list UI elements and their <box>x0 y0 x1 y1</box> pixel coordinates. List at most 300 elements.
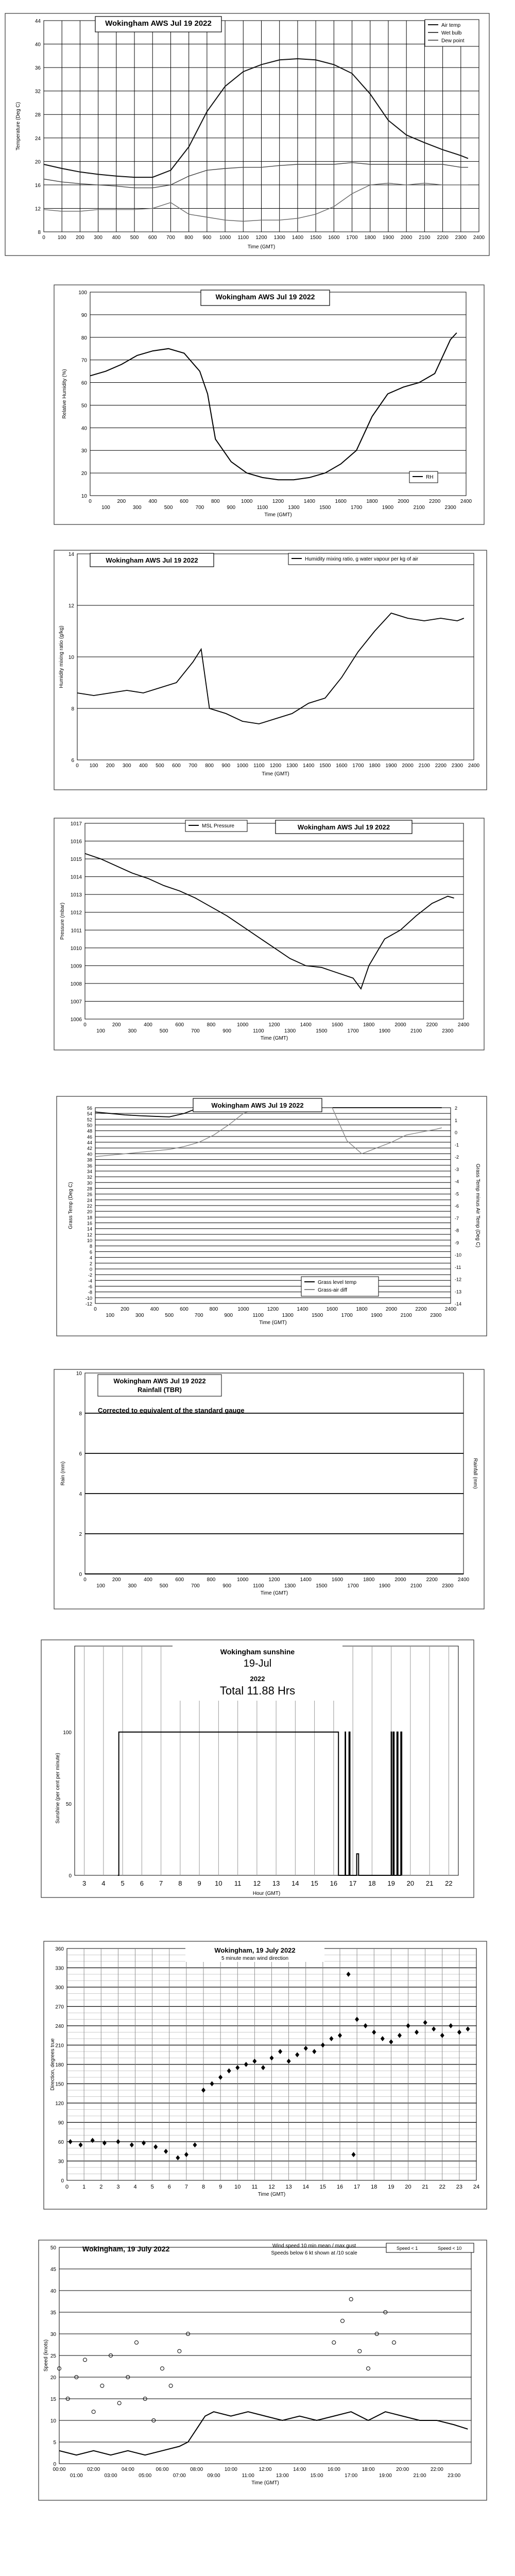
x-tick-label: 3 <box>116 2184 120 2190</box>
y-tick-label: 16 <box>87 1221 92 1226</box>
x-tick-label: 05:00 <box>139 2473 152 2479</box>
x-tick-label: 1200 <box>268 1577 280 1583</box>
x-tick-label: 700 <box>188 763 197 769</box>
x-tick-label: 16:00 <box>327 2467 340 2472</box>
y-tick-label: 180 <box>55 2062 64 2068</box>
x-tick-label: 2000 <box>385 1307 398 1312</box>
x-axis-label: Time (GMT) <box>260 1590 288 1596</box>
y-tick-label: 32 <box>87 1175 92 1180</box>
x-tick-label: 3 <box>82 1879 87 1887</box>
x-tick-label: 1 <box>82 2184 86 2190</box>
x-tick-label: 500 <box>159 1583 168 1589</box>
y-axis-label: Grass Temp (Deg C) <box>68 1182 74 1229</box>
y-tick-label: 42 <box>87 1146 92 1151</box>
right-tick-label: -6 <box>455 1204 459 1209</box>
x-tick-label: 8 <box>201 2184 205 2190</box>
x-tick-label: 1600 <box>326 1307 338 1312</box>
x-tick-label: 800 <box>205 763 214 769</box>
y-tick-label: 14 <box>68 552 74 557</box>
y-tick-label: 1012 <box>70 910 82 916</box>
x-tick-label: 500 <box>130 235 139 241</box>
x-tick-label: 0 <box>83 1577 87 1583</box>
legend-label: Speed < 10 <box>438 2246 462 2251</box>
x-tick-label: 10 <box>234 2184 241 2190</box>
x-tick-label: 300 <box>128 1028 137 1034</box>
y-tick-label: 150 <box>55 2081 64 2088</box>
y-tick-label: 300 <box>55 1985 64 1991</box>
x-tick-label: 600 <box>180 1307 188 1312</box>
right-tick-label: -9 <box>455 1240 459 1246</box>
x-tick-label: 100 <box>96 1583 105 1589</box>
y-tick-label: 1017 <box>70 821 82 827</box>
y-tick-label: 6 <box>79 1451 82 1457</box>
x-tick-label: 300 <box>135 1313 144 1318</box>
y-tick-label: 32 <box>35 89 41 95</box>
x-tick-label: 700 <box>194 1313 203 1318</box>
x-tick-label: 2400 <box>468 763 480 769</box>
y-tick-label: 100 <box>78 290 87 296</box>
x-tick-label: 900 <box>202 235 212 241</box>
right-tick-label: -11 <box>455 1264 461 1270</box>
plot-area <box>90 292 466 496</box>
chart-subtitle: Rainfall (TBR) <box>138 1386 182 1394</box>
x-tick-label: 1200 <box>272 499 284 504</box>
x-tick-label: 1900 <box>379 1583 390 1589</box>
y-tick-label: 40 <box>35 42 41 48</box>
x-tick-label: 2300 <box>430 1313 442 1318</box>
x-tick-label: 1700 <box>341 1313 353 1318</box>
y-tick-label: 6 <box>89 1249 92 1255</box>
y-tick-label: 50 <box>81 403 87 409</box>
y-tick-label: 360 <box>55 1946 64 1952</box>
x-tick-label: 1000 <box>237 1307 249 1312</box>
x-tick-label: 600 <box>172 763 181 769</box>
humidity-panel <box>0 281 515 528</box>
y-axis-label: Speed (knots) <box>43 2339 49 2372</box>
x-tick-label: 22 <box>445 1879 453 1887</box>
y-tick-label: 30 <box>50 2332 56 2337</box>
temperature-panel <box>0 9 515 259</box>
x-tick-label: 08:00 <box>190 2467 203 2472</box>
x-tick-label: 1300 <box>286 763 298 769</box>
x-tick-label: 300 <box>128 1583 137 1589</box>
y-tick-label: 36 <box>87 1163 92 1168</box>
x-tick-label: 1500 <box>319 763 331 769</box>
legend-label: Air temp <box>441 23 461 28</box>
x-tick-label: 17 <box>349 1879 357 1887</box>
y-tick-label: 48 <box>87 1128 92 1134</box>
x-tick-label: 1100 <box>256 505 268 511</box>
x-tick-label: 700 <box>166 235 175 241</box>
x-tick-label: 2000 <box>398 499 409 504</box>
x-tick-label: 500 <box>164 505 173 511</box>
x-tick-label: 1300 <box>284 1028 296 1034</box>
x-tick-label: 1000 <box>219 235 231 241</box>
x-tick-label: 2300 <box>451 763 464 769</box>
y-tick-label: 12 <box>35 206 41 212</box>
y-tick-label: 2 <box>89 1261 92 1266</box>
y-tick-label: 1008 <box>70 981 82 987</box>
y-tick-label: 0 <box>53 2462 56 2467</box>
y-tick-label: 15 <box>50 2397 56 2402</box>
y-tick-label: 270 <box>55 2004 64 2010</box>
y-tick-label: 45 <box>50 2267 56 2273</box>
legend-label: Dew point <box>441 38 465 44</box>
x-tick-label: 2100 <box>410 1028 422 1034</box>
x-tick-label: 1100 <box>253 1583 264 1589</box>
x-tick-label: 13:00 <box>276 2473 289 2479</box>
y-tick-label: 56 <box>87 1106 92 1111</box>
y-tick-label: 1014 <box>70 874 82 880</box>
x-tick-label: 200 <box>76 235 84 241</box>
y-tick-label: 1010 <box>70 945 82 952</box>
x-tick-label: 1900 <box>382 505 394 511</box>
x-tick-label: 11:00 <box>242 2473 254 2479</box>
right-tick-label: -14 <box>455 1301 462 1307</box>
x-tick-label: 2 <box>99 2184 103 2190</box>
x-tick-label: 200 <box>117 499 126 504</box>
x-tick-label: 2200 <box>426 1022 438 1028</box>
wind-direction-chart <box>0 1937 515 2215</box>
y-tick-label: 0 <box>61 2178 64 2184</box>
y-tick-label: 0 <box>68 1873 72 1879</box>
y-tick-label: 50 <box>50 2245 56 2251</box>
y-tick-label: 30 <box>81 448 87 454</box>
y-tick-label: 90 <box>81 312 87 318</box>
y-tick-label: 20 <box>81 471 87 477</box>
y-tick-label: 50 <box>87 1123 92 1128</box>
x-tick-label: 2000 <box>401 235 413 241</box>
x-tick-label: 10 <box>215 1879 222 1887</box>
y-axis-label: Direction, degrees true <box>50 2038 56 2091</box>
chart-date: 19-Jul <box>243 1658 272 1669</box>
x-tick-label: 1800 <box>363 1022 375 1028</box>
x-tick-label: 1200 <box>269 763 282 769</box>
x-tick-label: 2100 <box>413 505 425 511</box>
x-tick-label: 24 <box>473 2184 480 2190</box>
x-tick-label: 1200 <box>268 1022 280 1028</box>
y-tick-label: 36 <box>35 65 41 72</box>
y-tick-label: 2 <box>79 1532 82 1537</box>
x-tick-label: 2300 <box>455 235 467 241</box>
x-axis-label: Time (GMT) <box>251 2480 279 2486</box>
x-tick-label: 2000 <box>394 1022 406 1028</box>
x-tick-label: 400 <box>144 1022 152 1028</box>
y-axis-label: Relative Humidity (%) <box>62 369 67 419</box>
y-tick-label: 54 <box>87 1111 92 1117</box>
x-tick-label: 2400 <box>457 1022 470 1028</box>
grass-temp-panel <box>0 1092 515 1340</box>
x-tick-label: 13 <box>272 1879 280 1887</box>
x-tick-label: 6 <box>167 2184 171 2190</box>
x-tick-label: 1800 <box>363 1577 375 1583</box>
x-tick-label: 2300 <box>442 1028 454 1034</box>
x-tick-label: 2300 <box>442 1583 454 1589</box>
x-tick-label: 400 <box>148 499 158 504</box>
x-tick-label: 1000 <box>237 1022 249 1028</box>
y-tick-label: 35 <box>50 2310 56 2316</box>
x-tick-label: 1600 <box>336 763 348 769</box>
y-tick-label: 4 <box>89 1255 92 1261</box>
chart-title: Wokingham AWS Jul 19 2022 <box>297 823 390 831</box>
x-tick-label: 06:00 <box>156 2467 169 2472</box>
x-tick-label: 800 <box>209 1307 218 1312</box>
x-tick-label: 500 <box>159 1028 168 1034</box>
y-tick-label: 1009 <box>70 963 82 970</box>
x-tick-label: 100 <box>96 1028 105 1034</box>
x-tick-label: 09:00 <box>207 2473 220 2479</box>
chart-annotation: Corrected to equivalent of the standard gauge <box>98 1406 245 1414</box>
x-tick-label: 2400 <box>473 235 485 241</box>
x-tick-label: 0 <box>65 2184 69 2190</box>
y-tick-label: 210 <box>55 2043 64 2049</box>
y-tick-label: 5 <box>53 2440 56 2446</box>
right-tick-label: 0 <box>455 1130 458 1136</box>
x-tick-label: 1500 <box>310 235 322 241</box>
pressure-chart <box>0 814 515 1054</box>
chart-subtitle: Wind speed 10 min mean / max gust <box>272 2243 356 2249</box>
x-tick-label: 18 <box>368 1879 376 1887</box>
y-axis-label: Pressure (mbar) <box>60 902 65 940</box>
y-tick-label: 28 <box>35 112 41 118</box>
x-tick-label: 500 <box>165 1313 174 1318</box>
right-tick-label: -7 <box>455 1215 459 1221</box>
chart-title: Wokingham AWS Jul 19 2022 <box>106 556 198 564</box>
y-tick-label: 40 <box>87 1151 92 1157</box>
x-tick-label: 800 <box>184 235 194 241</box>
y-tick-label: 12 <box>68 603 74 609</box>
x-tick-label: 20 <box>405 2184 411 2190</box>
x-tick-label: 04:00 <box>121 2467 134 2472</box>
x-tick-label: 1900 <box>379 1028 390 1034</box>
right-tick-label: -4 <box>455 1179 459 1184</box>
y-tick-label: 70 <box>81 358 87 364</box>
legend-label: MSL Pressure <box>202 823 234 829</box>
x-tick-label: 0 <box>76 763 79 769</box>
chart-title: Wokingham, 19 July 2022 <box>214 1946 296 1954</box>
x-tick-label: 15 <box>319 2184 326 2190</box>
x-tick-label: 1100 <box>252 1313 264 1318</box>
y-tick-label: 0 <box>79 1572 82 1578</box>
y-tick-label: -10 <box>85 1295 92 1301</box>
x-tick-label: 900 <box>222 1583 231 1589</box>
right-tick-label: -8 <box>455 1228 459 1233</box>
x-tick-label: 2100 <box>418 763 430 769</box>
x-tick-label: 11 <box>234 1879 242 1887</box>
x-tick-label: 7 <box>159 1879 163 1887</box>
x-tick-label: 2000 <box>402 763 414 769</box>
y-tick-label: 25 <box>50 2353 56 2359</box>
x-tick-label: 2100 <box>410 1583 422 1589</box>
x-tick-label: 02:00 <box>87 2467 100 2472</box>
y-axis-label: Temperature (Deg C) <box>15 102 21 150</box>
x-tick-label: 23 <box>456 2184 462 2190</box>
y-axis-label: Sunshine (per cent per minute) <box>55 1753 61 1824</box>
y-tick-label: -12 <box>85 1301 92 1307</box>
x-tick-label: 300 <box>122 763 131 769</box>
x-tick-label: 1300 <box>288 505 300 511</box>
y-tick-label: 20 <box>35 159 41 165</box>
x-tick-label: 12 <box>253 1879 261 1887</box>
x-tick-label: 0 <box>89 499 92 504</box>
x-tick-label: 1800 <box>364 235 376 241</box>
x-tick-label: 20:00 <box>396 2467 409 2472</box>
x-tick-label: 10:00 <box>224 2467 237 2472</box>
x-tick-label: 600 <box>180 499 188 504</box>
y-tick-label: 10 <box>81 494 87 499</box>
x-tick-label: 900 <box>221 763 231 769</box>
x-tick-label: 900 <box>227 505 236 511</box>
x-tick-label: 5 <box>150 2184 154 2190</box>
x-tick-label: 18:00 <box>362 2467 375 2472</box>
y-axis-label-right: Grass Temp minus Air Temp (Deg C) <box>475 1163 480 1248</box>
x-axis-label: Time (GMT) <box>258 2192 286 2197</box>
x-tick-label: 1700 <box>347 1583 359 1589</box>
x-tick-label: 1400 <box>297 1307 308 1312</box>
right-tick-label: -5 <box>455 1191 459 1197</box>
y-tick-label: 40 <box>81 426 87 432</box>
y-tick-label: 1006 <box>70 1017 82 1023</box>
right-tick-label: 1 <box>455 1117 458 1123</box>
y-tick-label: 44 <box>35 19 41 24</box>
x-tick-label: 1000 <box>236 763 248 769</box>
x-tick-label: 4 <box>101 1879 106 1887</box>
x-tick-label: 2200 <box>435 763 447 769</box>
y-tick-label: 24 <box>87 1197 92 1203</box>
x-axis-label: Time (GMT) <box>247 244 276 250</box>
y-axis-label-right: Rainfall (mm) <box>472 1458 478 1489</box>
y-tick-label: 10 <box>50 2418 56 2424</box>
x-tick-label: 2200 <box>415 1307 427 1312</box>
legend-label: Speed < 1 <box>397 2246 418 2251</box>
x-tick-label: 600 <box>148 235 157 241</box>
y-tick-label: 8 <box>71 706 74 712</box>
x-tick-label: 1800 <box>356 1307 368 1312</box>
y-axis-label: Rain (mm) <box>60 1461 66 1486</box>
x-tick-label: 1700 <box>352 763 364 769</box>
x-tick-label: 300 <box>94 235 102 241</box>
y-tick-label: 30 <box>58 2159 64 2165</box>
wind-direction-panel <box>0 1937 515 2215</box>
x-tick-label: 2400 <box>460 499 472 504</box>
x-tick-label: 1400 <box>303 499 315 504</box>
x-tick-label: 2400 <box>457 1577 470 1583</box>
x-tick-label: 1400 <box>303 763 315 769</box>
y-tick-label: 8 <box>89 1244 92 1249</box>
x-tick-label: 1300 <box>273 235 285 241</box>
x-tick-label: 0 <box>94 1307 97 1312</box>
x-tick-label: 2100 <box>400 1313 412 1318</box>
y-tick-label: 90 <box>58 2120 64 2126</box>
y-tick-label: -2 <box>88 1273 92 1278</box>
x-tick-label: 1800 <box>369 763 381 769</box>
x-tick-label: 23:00 <box>448 2473 461 2479</box>
x-tick-label: 1300 <box>282 1313 294 1318</box>
x-tick-label: 300 <box>132 505 142 511</box>
x-tick-label: 00:00 <box>53 2467 66 2472</box>
x-tick-label: 12:00 <box>259 2467 272 2472</box>
y-axis-label: Humidity mixing ratio (g/kg) <box>59 625 64 688</box>
sunshine-chart <box>0 1636 515 1901</box>
mixing-ratio-panel <box>0 546 515 793</box>
x-tick-label: 200 <box>106 763 115 769</box>
x-tick-label: 1700 <box>347 1028 359 1034</box>
x-tick-label: 400 <box>139 763 148 769</box>
x-tick-label: 9 <box>197 1879 201 1887</box>
grass-temp-chart <box>0 1092 515 1340</box>
y-tick-label: 10 <box>76 1371 82 1377</box>
x-tick-label: 1400 <box>300 1577 312 1583</box>
x-tick-label: 16 <box>336 2184 344 2190</box>
x-tick-label: 19:00 <box>379 2473 392 2479</box>
x-tick-label: 2300 <box>444 505 456 511</box>
y-tick-label: 100 <box>63 1730 72 1736</box>
y-tick-label: 0 <box>89 1266 92 1272</box>
wind-speed-chart <box>0 2236 515 2504</box>
x-tick-label: 1000 <box>237 1577 249 1583</box>
x-tick-label: 200 <box>121 1307 129 1312</box>
y-tick-label: 52 <box>87 1117 92 1123</box>
x-tick-label: 800 <box>207 1577 216 1583</box>
chart-year: 2022 <box>250 1675 265 1683</box>
y-tick-label: 4 <box>79 1492 82 1497</box>
x-tick-label: 2000 <box>394 1577 406 1583</box>
x-tick-label: 1100 <box>253 763 265 769</box>
x-tick-label: 20 <box>406 1879 415 1887</box>
x-tick-label: 03:00 <box>104 2473 117 2479</box>
x-tick-label: 11 <box>251 2184 258 2190</box>
x-tick-label: 13 <box>285 2184 292 2190</box>
right-tick-label: -2 <box>455 1155 459 1160</box>
y-tick-label: 60 <box>81 380 87 386</box>
chart-note: Speeds below 6 kt shown at /10 scale <box>271 2250 357 2256</box>
x-tick-label: 8 <box>178 1879 182 1887</box>
legend-label: Humidity mixing ratio, g water vapour per kg of air <box>305 556 419 562</box>
right-tick-label: -10 <box>455 1252 462 1258</box>
right-tick-label: -1 <box>455 1142 459 1148</box>
y-tick-label: 1015 <box>70 857 82 863</box>
y-tick-label: 24 <box>35 135 41 142</box>
x-tick-label: 1200 <box>267 1307 279 1312</box>
x-tick-label: 1500 <box>319 505 331 511</box>
humidity-chart <box>0 281 515 528</box>
y-tick-label: 12 <box>87 1232 92 1238</box>
x-tick-label: 2200 <box>426 1577 438 1583</box>
x-tick-label: 600 <box>175 1022 184 1028</box>
rainfall-chart <box>0 1365 515 1613</box>
pressure-panel <box>0 814 515 1054</box>
x-tick-label: 1900 <box>385 763 397 769</box>
y-tick-label: 6 <box>71 758 74 764</box>
x-tick-label: 100 <box>106 1313 115 1318</box>
y-tick-label: 40 <box>50 2289 56 2294</box>
y-tick-label: 34 <box>87 1168 92 1174</box>
y-tick-label: 120 <box>55 2101 64 2107</box>
mixing-ratio-chart <box>0 546 515 793</box>
x-tick-label: 1400 <box>300 1022 312 1028</box>
x-tick-label: 1100 <box>253 1028 264 1034</box>
y-tick-label: 50 <box>65 1801 72 1807</box>
x-tick-label: 1600 <box>331 1577 344 1583</box>
x-tick-label: 1300 <box>284 1583 296 1589</box>
x-tick-label: 700 <box>195 505 204 511</box>
x-tick-label: 14 <box>291 1879 299 1887</box>
chart-total: Total 11.88 Hrs <box>219 1684 296 1697</box>
x-tick-label: 16 <box>330 1879 338 1887</box>
x-axis-label: Time (GMT) <box>264 512 292 518</box>
y-tick-label: 1011 <box>71 928 82 934</box>
x-tick-label: 1600 <box>335 499 347 504</box>
